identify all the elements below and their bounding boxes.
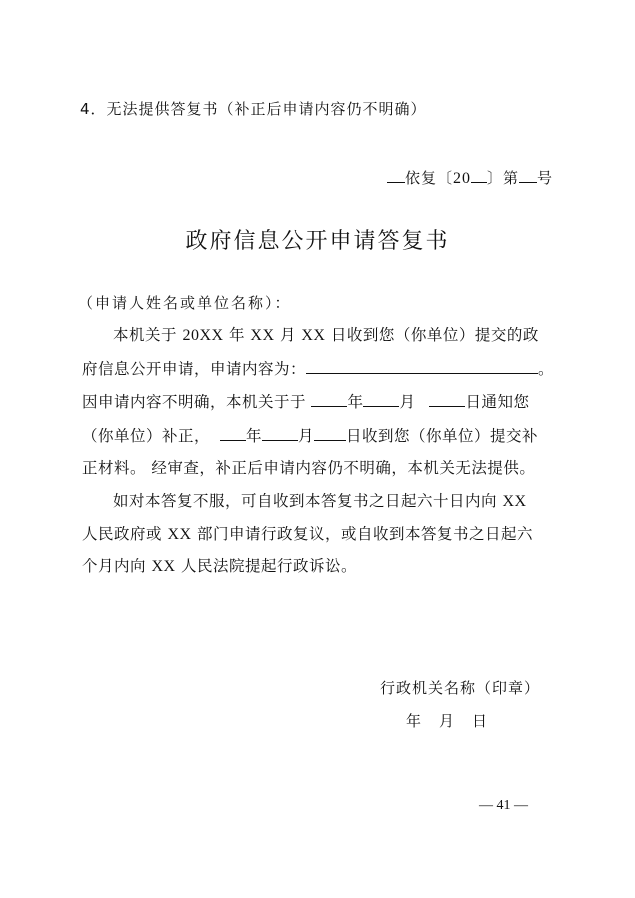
body-text: 日通知您 xyxy=(465,393,530,411)
body-text: 人民政府或 xyxy=(82,525,168,543)
body-line-6 xyxy=(113,489,527,511)
doc-number-prefix: 依复〔 xyxy=(404,169,453,187)
body-text: 月 xyxy=(298,427,315,445)
doc-number-suffix: 号 xyxy=(536,169,553,187)
date-year: 年 xyxy=(406,712,422,730)
placeholder-xx: XX xyxy=(502,493,527,510)
supplement-year-blank xyxy=(220,425,246,441)
date-day: 日 xyxy=(472,712,488,730)
supplement-day-blank xyxy=(314,425,346,441)
doc-agency-blank xyxy=(387,167,405,183)
doc-year-blank xyxy=(471,167,487,183)
placeholder-xx: XX xyxy=(167,526,192,543)
body-text: 年 xyxy=(223,326,251,344)
section-heading: 4．无法提供答复书（补正后申请内容仍不明确） xyxy=(80,100,427,118)
signature-line: 行政机关名称（印章） xyxy=(380,679,541,697)
body-text: 年 xyxy=(347,393,364,411)
body-line-7 xyxy=(82,522,533,544)
received-day: XX xyxy=(301,327,326,344)
body-line-8 xyxy=(82,554,357,576)
body-text: 部门申请行政复议，或自收到本答复书之日起六 xyxy=(191,525,533,543)
body-text: 月 xyxy=(274,326,302,344)
body-text: 如对本答复不服，可自收到本答复书之日起六十日内向 xyxy=(113,492,503,510)
notify-year-blank xyxy=(311,391,347,407)
received-month: XX xyxy=(250,327,275,344)
body-text: 因申请内容不明确，本机关于于 xyxy=(82,393,312,411)
body-text: 人民法院提起行政诉讼。 xyxy=(175,557,357,575)
notify-month-blank xyxy=(363,391,399,407)
body-line-3 xyxy=(82,390,529,412)
body-text: 本机关于 xyxy=(113,326,183,344)
body-text: （你单位）补正， xyxy=(82,427,211,445)
doc-year-prefix: 20 xyxy=(452,170,471,187)
page-number: — 41 — xyxy=(479,798,528,813)
document-title: 政府信息公开申请答复书 xyxy=(185,229,450,254)
addressee-line: （申请人姓名或单位名称）： xyxy=(78,294,292,312)
body-text: 年 xyxy=(246,427,263,445)
date-month: 月 xyxy=(439,712,455,730)
body-line-4 xyxy=(82,424,538,446)
body-line-2 xyxy=(82,357,554,379)
body-line-1 xyxy=(113,323,539,345)
body-text: 日收到您（你单位）提交的政 xyxy=(325,326,539,344)
request-content-blank xyxy=(306,358,538,374)
placeholder-xx: XX xyxy=(151,558,176,575)
doc-seq-blank xyxy=(519,167,537,183)
body-text: 府信息公开申请，申请内容为： xyxy=(82,360,307,378)
doc-number-middle: 〕第 xyxy=(486,169,519,187)
body-text: 日收到您（你单位）提交补 xyxy=(346,427,539,445)
body-line-5: 正材料。 经审查，补正后申请内容仍不明确，本机关无法提供。 xyxy=(82,459,536,477)
received-year: 20XX xyxy=(182,327,224,344)
notify-day-blank xyxy=(429,391,465,407)
body-text: 个月内向 xyxy=(82,557,152,575)
body-text: 月 xyxy=(399,393,416,411)
date-line xyxy=(406,710,505,731)
document-number xyxy=(387,167,553,188)
body-text: 。 xyxy=(538,360,555,378)
supplement-month-blank xyxy=(262,425,298,441)
